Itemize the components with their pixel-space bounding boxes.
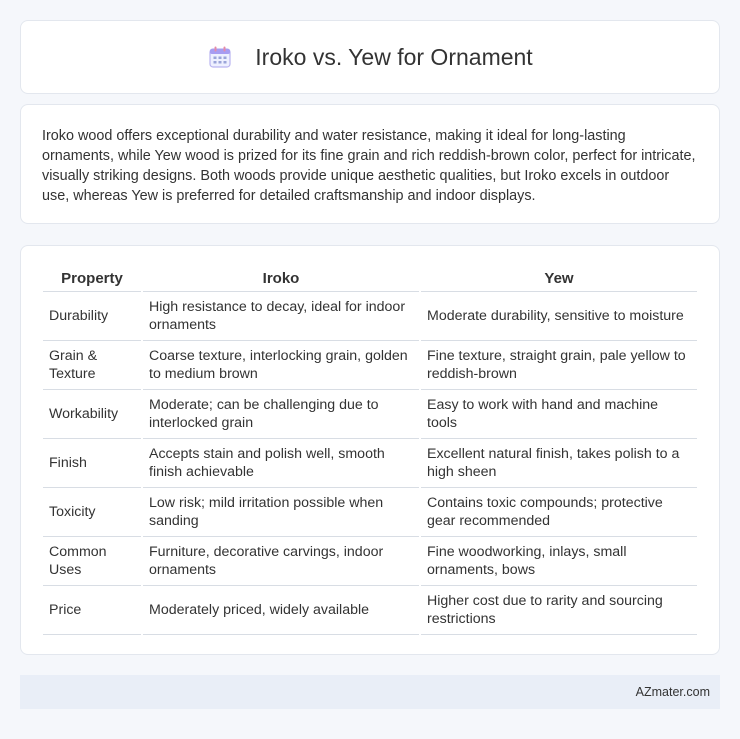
yew-cell: Fine woodworking, inlays, small ornaments, bows xyxy=(421,537,697,586)
property-cell: Toxicity xyxy=(43,488,141,537)
comparison-table xyxy=(41,266,699,635)
table-row xyxy=(43,586,697,635)
table-row xyxy=(43,439,697,488)
property-cell: Workability xyxy=(43,390,141,439)
table-row xyxy=(43,488,697,537)
calendar-icon xyxy=(207,44,233,70)
iroko-cell: Accepts stain and polish well, smooth finish achievable xyxy=(143,439,419,488)
summary-card xyxy=(20,104,720,224)
iroko-cell: Coarse texture, interlocking grain, golden to medium brown xyxy=(143,341,419,390)
property-cell: Common Uses xyxy=(43,537,141,586)
table-header-row xyxy=(43,266,697,292)
iroko-cell: Moderately priced, widely available xyxy=(143,586,419,635)
footer-site-label: AZmater.com xyxy=(635,685,710,699)
property-cell: Finish xyxy=(43,439,141,488)
header-card xyxy=(20,20,720,94)
table-row xyxy=(43,341,697,390)
comparison-table-card xyxy=(20,245,720,655)
property-cell: Grain & Texture xyxy=(43,341,141,390)
column-header-yew: Yew xyxy=(421,266,697,292)
header xyxy=(207,44,532,71)
property-cell: Price xyxy=(43,586,141,635)
footer xyxy=(20,675,720,709)
iroko-cell: Furniture, decorative carvings, indoor ornaments xyxy=(143,537,419,586)
table-row xyxy=(43,390,697,439)
yew-cell: Fine texture, straight grain, pale yellow to reddish-brown xyxy=(421,341,697,390)
column-header-property: Property xyxy=(43,266,141,292)
iroko-cell: Low risk; mild irritation possible when sanding xyxy=(143,488,419,537)
table-row xyxy=(43,292,697,341)
column-header-iroko: Iroko xyxy=(143,266,419,292)
table-row xyxy=(43,537,697,586)
yew-cell: Moderate durability, sensitive to moisture xyxy=(421,292,697,341)
iroko-cell: Moderate; can be challenging due to interlocked grain xyxy=(143,390,419,439)
iroko-cell: High resistance to decay, ideal for indoor ornaments xyxy=(143,292,419,341)
summary-text: Iroko wood offers exceptional durability and water resistance, making it ideal for long-lasting ornaments, while Yew wood is prized for its fine grain and rich reddish-brown color, perfect for intricate, visually striking designs. Both woods provide unique aesthetic qualities, but Iroko excels in outdoor use, whereas Yew is preferred for detailed craftsmanship and indoor displays. xyxy=(42,128,696,204)
yew-cell: Higher cost due to rarity and sourcing restrictions xyxy=(421,586,697,635)
yew-cell: Contains toxic compounds; protective gear recommended xyxy=(421,488,697,537)
property-cell: Durability xyxy=(43,292,141,341)
yew-cell: Easy to work with hand and machine tools xyxy=(421,390,697,439)
page-title: Iroko vs. Yew for Ornament xyxy=(255,43,533,70)
yew-cell: Excellent natural finish, takes polish to a high sheen xyxy=(421,439,697,488)
